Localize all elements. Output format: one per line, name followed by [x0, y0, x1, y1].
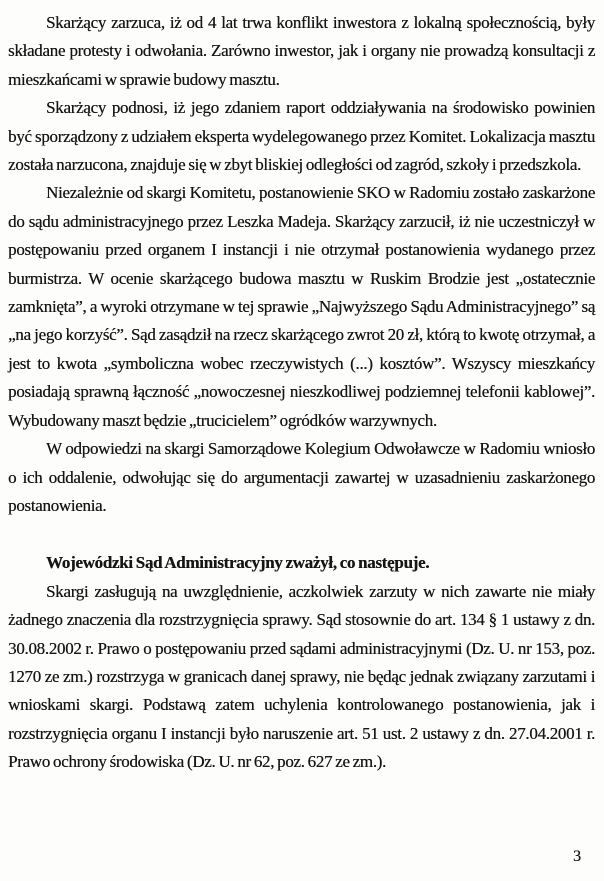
page-number: 3 [573, 847, 581, 865]
paragraph-complaint-report: Skarżący podnosi, iż jego zdaniem raport oddziaływania na środowisko powinien być sporządzony z udziałem eksperta wydelegowanego przez Komitet. Lokalizacja masztu została narzucona, znajduje się w zbyt bliskiej odległości od zagród, szkoły i przedszkola. [8, 98, 595, 175]
paragraph-sko-response: W odpowiedzi na skargi Samorządowe Kolegium Odwoławcze w Radomiu wniosło o ich oddalenie, odwołując się do argumentacji zawartej w uzasadnieniu zaskarżonego postanowienia. [8, 439, 595, 515]
section-heading-court-considered: Wojewódzki Sąd Administracyjny zważył, co następuje. [46, 553, 430, 573]
paragraph-complaint-conflict: Skarżący zarzuca, iż od 4 lat trwa konflikt inwestora z lokalną społecznością, były składane protesty i odwołania. Zarówno inwestor, jak i organy nie prowadzą konsultacji z mieszkańcami w sprawie budowy masztu. [8, 13, 595, 89]
paragraph-complaint-madej: Niezależnie od skargi Komitetu, postanowienie SKO w Radomiu zostało zaskarżone do sądu administracyjnego przez Leszka Madeja. Skarżący zarzucił, iż nie uczestniczył w postępowaniu przed organem I instancji i nie otrzymał postanowienia wydanego przez burmistrza. W ocenie skarżącego budowa masztu w Ruskim Brodzie jest „ostatecznie zamknięta”, a wyroki otrzymane w tej sprawie „Najwyższego Sądu Administracyjnego” są „na jego korzyść”. Sąd zasądził na rzecz skarżącego zwrot 20 zł, którą to kwotę otrzymał, a jest to kwota „symboliczna wobec rzeczywistych (...) kosztów”. Wszyscy mieszkańcy posiadają sprawną łączność „nowoczesnej nieszkodliwej podziemnej telefonii kablowej”. Wybudowany maszt będzie „trucicielem” ogródków warzywnych. [8, 183, 595, 430]
paragraph-court-ruling: Skargi zasługują na uwzględnienie, aczkolwiek zarzuty w nich zawarte nie miały żadnego znaczenia dla rozstrzygnięcia sprawy. Sąd stosownie do art. 134 § 1 ustawy z dn. 30.08.2002 r. Prawo o postępowaniu przed sądami administracyjnymi (Dz. U. nr 153, poz. 1270 ze zm.) rozstrzyga w granicach danej sprawy, nie będąc jednak związany zarzutami i wnioskami skargi. Podstawą zatem uchylenia kontrolowanego postanowienia, jak i rozstrzygnięcia organu I instancji było naruszenie art. 51 ust. 2 ustawy z dn. 27.04.2001 r. Prawo ochrony środowiska (Dz. U. nr 62, poz. 627 ze zm.). [8, 581, 595, 772]
